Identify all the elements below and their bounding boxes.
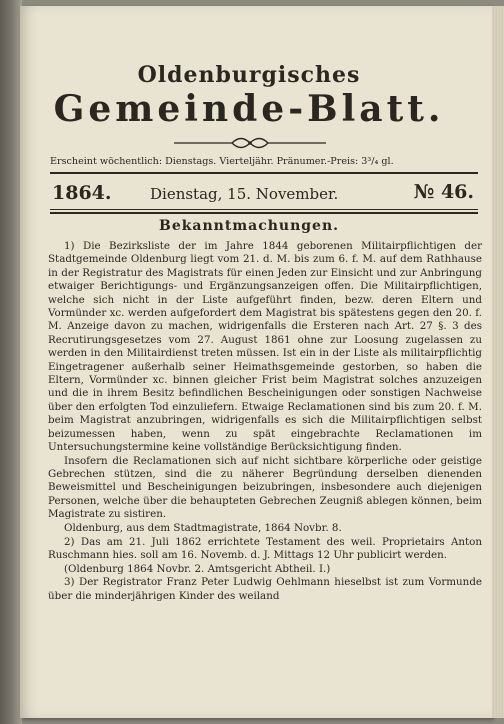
book-spine [0,0,22,724]
notice-2-paragraph: 2) Das am 21. Juli 1862 errichtete Testament des weil. Proprietairs Anton Ruschmann hies. soll am 16. Novemb. d. J. Mittags 12 Uhr publicirt werden. [48,535,482,562]
notice-1-paragraph: 1) Die Bezirksliste der im Jahre 1844 geborenen Militairpflichtigen der Stadtgemeinde Oldenburg liegt vom 21. d. M. bis zum 6. f. M. auf dem Rathhause in der Registratur des Magistrats für einen Jeden zur Einsicht und zur Anbringung etwaiger Berichtigungs- und Ergänzungsanzeigen offen. Die Militairpflichtigen, welche sich nicht in der Liste aufgeführt finden, bezw. deren Eltern und Vormünder xc. werden aufgefordert dem Magistrat bis spätestens gegen den 20. f. M. Anzeige davon zu machen, widrigenfalls die Ersteren nach Art. 27 §. 3 des Recrutirungsgesetzes vom 27. August 1861 ohne zur Loosung zugelassen zu werden in den Militairdienst treten müssen. Ist ein in der Liste als militairpflichtig Eingetragener außerhalb seiner Heimathsgemeinde gestorben, so haben die Eltern, Vormünder xc. binnen gleicher Frist beim Magistrat solches anzuzeigen und die in ihrem Besitz befindlichen Bescheinigungen oder sonstigen Nachweise über den erfolgten Tod einzuliefern. Etwaige Reclamationen sind bis zum 20. f. M. beim Magistrat anzubringen, widrigenfalls es sich die Militairpflichtigen selbst beizumessen haben, wenn zu spät eingebrachte Reclamationen im Untersuchungstermine keine vollständige Berücksichtigung finden. [48,240,482,454]
notice-3-paragraph: 3) Der Registrator Franz Peter Ludwig Oehlmann hieselbst ist zum Vormunde über die minderjährigen Kinder des weiland [48,576,482,602]
subscription-line: Erscheint wöchentlich: Dienstags. Vierteljähr. Pränumer.-Preis: 3³/₄ gl. [50,156,394,167]
issue-year: 1864. [52,182,112,204]
newspaper-page [20,6,492,718]
rule-bottom-thick [50,212,478,214]
rule-top [50,172,478,174]
masthead-title: Gemeinde-Blatt. [53,88,445,130]
issue-date: Dienstag, 15. November. [150,185,339,203]
ornament-flourish [170,136,330,150]
notice-1-paragraph-2: Insofern die Reclamationen sich auf nicht sichtbare körperliche oder geistige Gebrechen stützen, sind die zu näherer Begründung derselben dienenden Beweismittel und Bescheinigungen beizubringen, insbesondere auch diejenigen Personen, welche über die behaupteten Gebrechen Zeugniß ablegen können, beim Magistrate zu sistiren. [48,454,482,521]
rule-bottom-thin [50,209,478,210]
dateline [50,178,478,206]
masthead-top-line: Oldenburgisches [137,62,361,88]
notice-1-signature: Oldenburg, aus dem Stadtmagistrate, 1864 Novbr. 8. [64,521,342,534]
section-heading: Bekanntmachungen. [158,218,340,234]
page-edge-stack [492,6,504,718]
issue-number: № 46. [413,181,474,203]
article-body [48,240,482,603]
notice-2-signature: (Oldenburg 1864 Novbr. 2. Amtsgericht Abtheil. I.) [64,562,331,575]
